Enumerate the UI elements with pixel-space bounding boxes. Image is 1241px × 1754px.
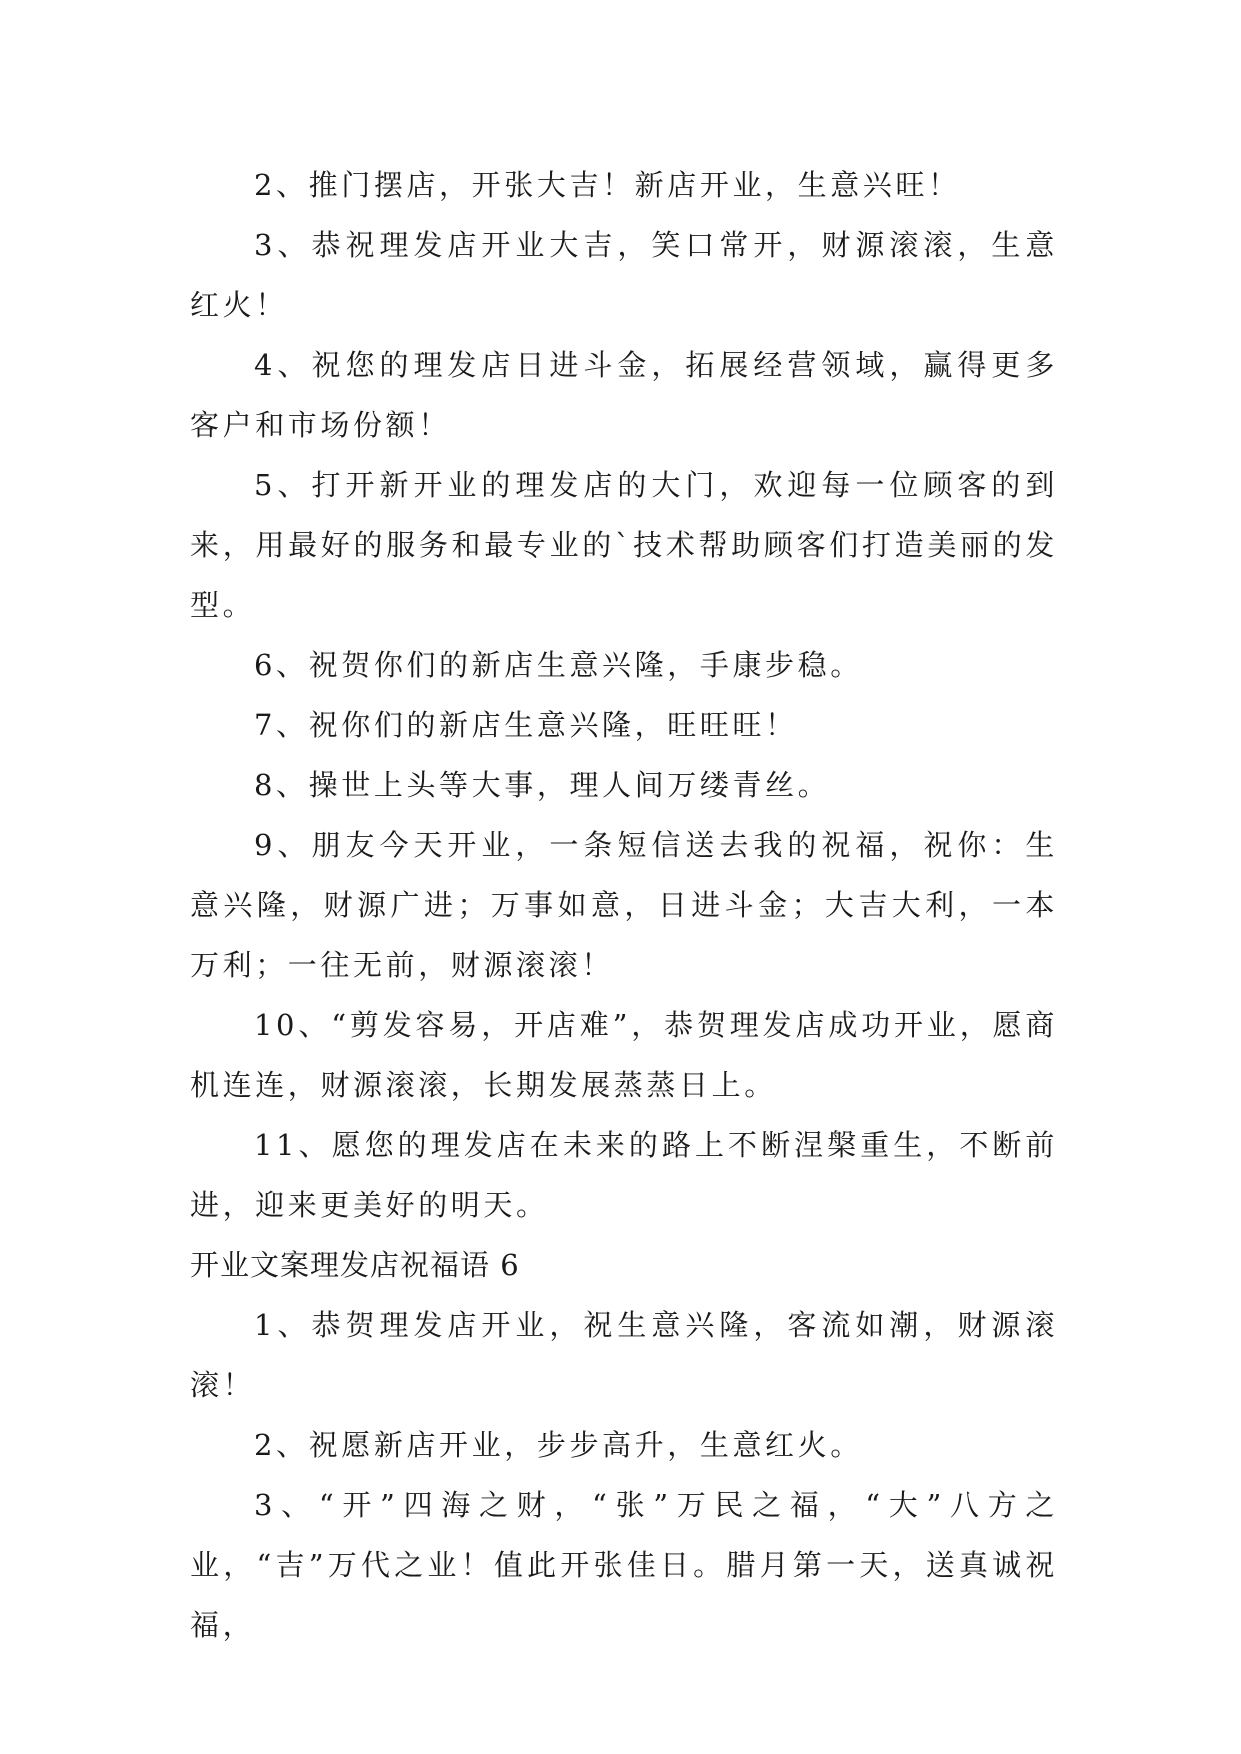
- paragraph-item-7: 7、祝你们的新店生意兴隆，旺旺旺！: [254, 708, 798, 742]
- paragraph-item-3: 3、恭祝理发店开业大吉，笑口常开，财源滚滚，生意红火！: [190, 228, 1058, 322]
- paragraph-item-5: 5、打开新开业的理发店的大门，欢迎每一位顾客的到来，用最好的服务和最专业的`技术帮助顾客们打造美丽的发型。: [190, 468, 1058, 622]
- paragraph-item-11: 11、愿您的理发店在未来的路上不断涅槃重生，不断前进，迎来更美好的明天。: [190, 1128, 1058, 1222]
- paragraph-item-2: 2、推门摆店，开张大吉！新店开业，生意兴旺！: [254, 168, 961, 202]
- paragraph-item-8: 8、操世上头等大事，理人间万缕青丝。: [254, 768, 831, 802]
- paragraph-item-6: 6、祝贺你们的新店生意兴隆，手康步稳。: [254, 648, 863, 682]
- section-heading: 开业文案理发店祝福语 6: [190, 1248, 520, 1282]
- document-page: [190, 155, 1058, 1655]
- paragraph-item-10: 10、“剪发容易，开店难”，恭贺理发店成功开业，愿商机连连，财源滚滚，长期发展蒸蒸日上。: [190, 1008, 1058, 1102]
- paragraph-item-s6-1: 1、恭贺理发店开业，祝生意兴隆，客流如潮，财源滚滚！: [190, 1308, 1058, 1402]
- paragraph-item-s6-3: 3、“开”四海之财，“张”万民之福，“大”八方之业，“吉”万代之业！值此开张佳日。腊月第一天，送真诚祝福，: [190, 1488, 1058, 1642]
- paragraph-item-4: 4、祝您的理发店日进斗金，拓展经营领域，赢得更多客户和市场份额！: [190, 348, 1058, 442]
- paragraph-item-s6-2: 2、祝愿新店开业，步步高升，生意红火。: [254, 1428, 863, 1462]
- paragraph-item-9: 9、朋友今天开业，一条短信送去我的祝福，祝你：生意兴隆，财源广进；万事如意，日进斗金；大吉大利，一本万利；一往无前，财源滚滚！: [190, 828, 1058, 982]
